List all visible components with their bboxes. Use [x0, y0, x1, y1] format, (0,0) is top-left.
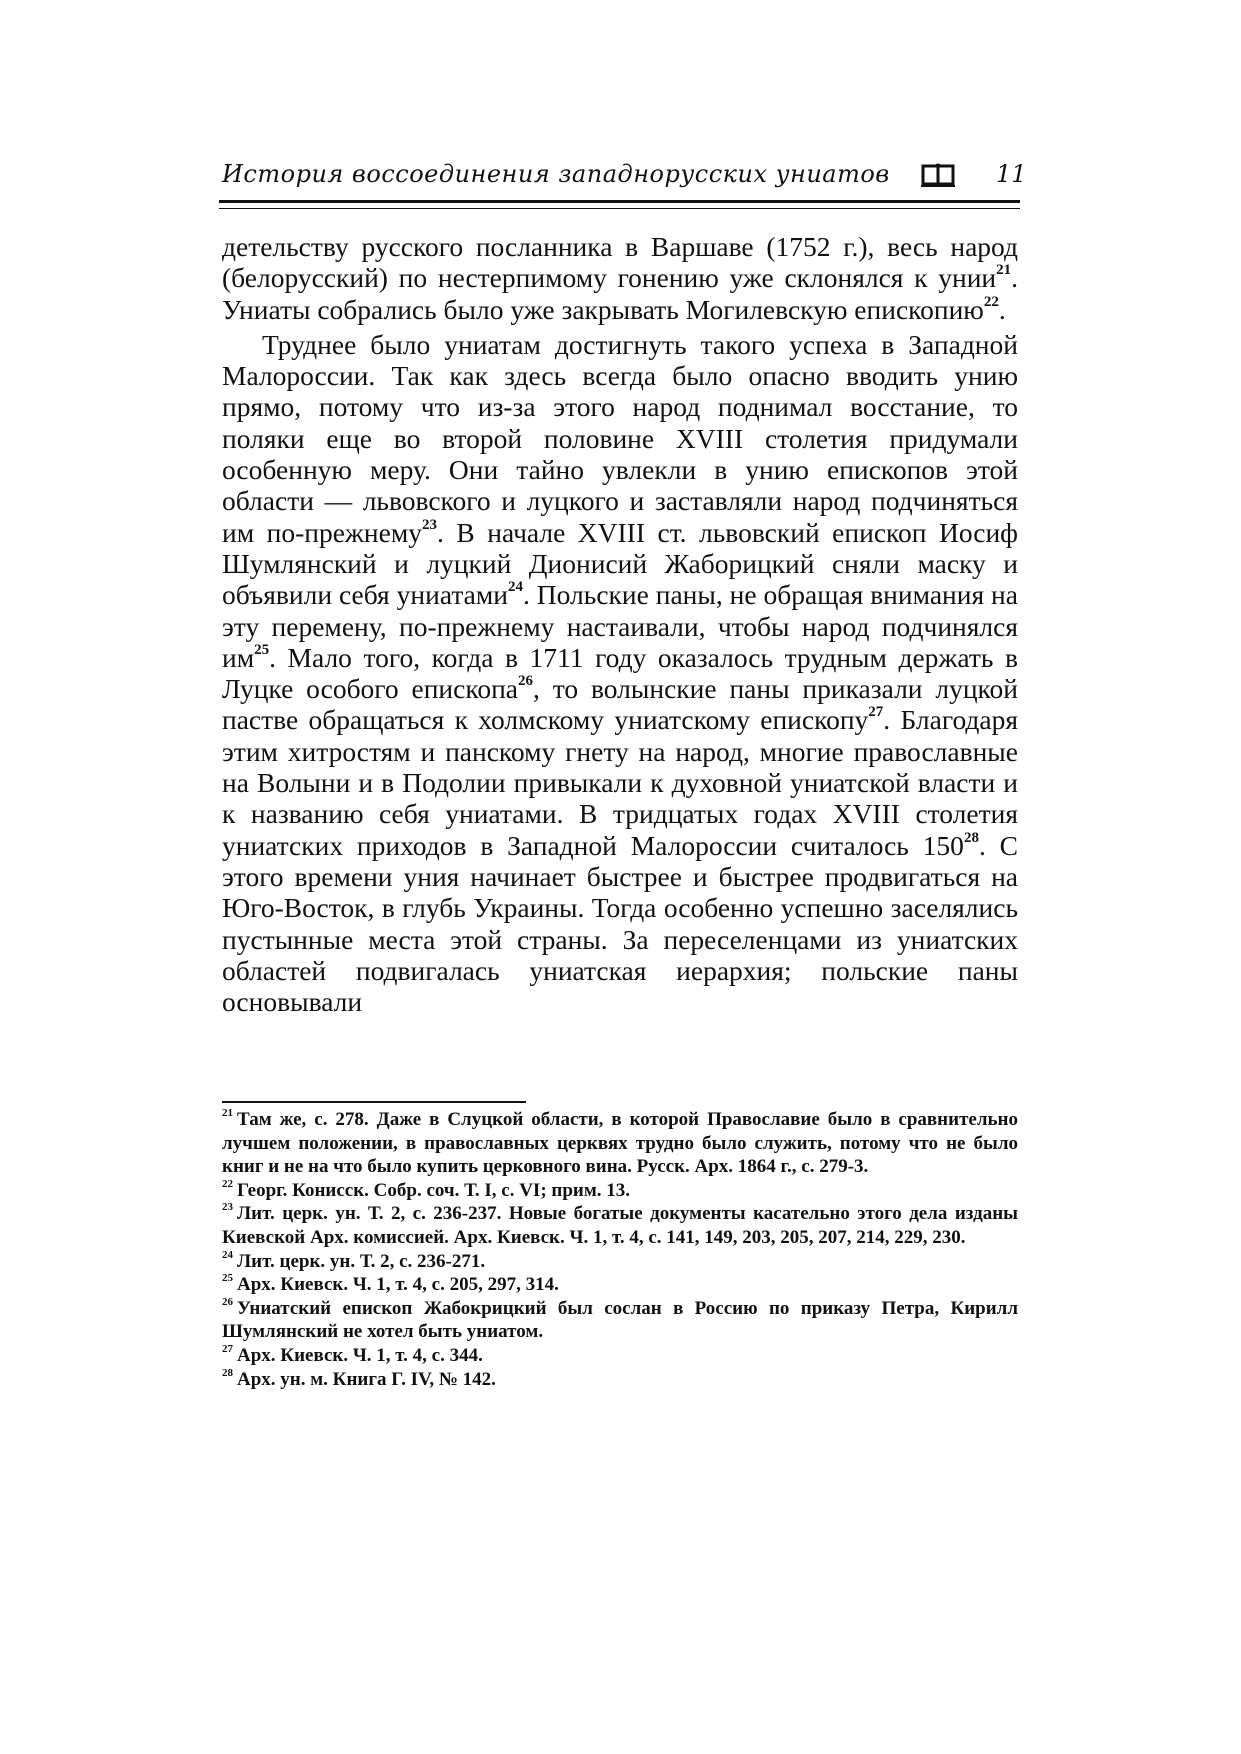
- footnote-ref: 23: [422, 516, 438, 533]
- footnote-ref: 25: [254, 641, 270, 658]
- header-rule-thin: [219, 208, 1020, 209]
- footnote: [222, 1368, 1018, 1392]
- footnote-number: 26: [222, 1295, 233, 1308]
- footnote-separator: [222, 1101, 526, 1103]
- footnote: [222, 1202, 1018, 1249]
- footnote: [222, 1108, 1018, 1179]
- page-number: 11: [996, 160, 1027, 188]
- footnote-text: Униатский епископ Жабокрицкий был сослан в Россию по приказу Петра, Кирилл Шумлянский не хотел быть униатом.: [222, 1297, 1018, 1343]
- footnote-ref: 21: [996, 262, 1012, 279]
- footnote-number: 23: [222, 1201, 233, 1214]
- footnote-number: 24: [222, 1248, 233, 1261]
- footnote-text: Арх. ун. м. Книга Г. IV, № 142.: [237, 1368, 496, 1390]
- footnote-text: Лит. церк. ун. Т. 2, с. 236-237. Новые богатые документы касательно этого дела изданы Киевской Арх. комиссией. Арх. Киевск. Ч. 1, т. 4, с. 141, 149, 203, 205, 207, 214, 229, 230.: [222, 1203, 1018, 1248]
- footnote: [222, 1273, 1018, 1297]
- footnote-ref: 27: [868, 704, 884, 721]
- footnote-number: 25: [222, 1272, 233, 1285]
- footnote-text: Георг. Конисск. Собр. соч. Т. I, с. VI; прим. 13.: [237, 1179, 631, 1201]
- running-title: История воссоединения западнорусских униатов: [222, 160, 890, 188]
- footnote-number: 21: [222, 1107, 233, 1119]
- footnote-text: Там же, с. 278. Даже в Слуцкой области, в которой Православие было в сравнительно лучшем положении, в православных церквях трудно было служить, потому что не было книг и не на что было купить церковного вина. Русск. Арх. 1864 г., с. 279-3.: [222, 1109, 1018, 1178]
- footnote-ref: 22: [983, 293, 999, 310]
- footnote-number: 27: [222, 1342, 233, 1355]
- header-rule: [219, 200, 1020, 203]
- running-header: [222, 158, 1027, 192]
- paragraph: детельству русского посланника в Варшаве (1752 г.), весь народ (белорусский) по нестерпимому гонению уже склонялся к унии$^{21}$. Униаты собрались было уже закрывать Могилевскую епископию$^{22}$.: [222, 231, 1018, 325]
- footnote-number: 28: [222, 1366, 233, 1379]
- footnote: [222, 1297, 1018, 1344]
- footnote-text: Арх. Киевск. Ч. 1, т. 4, с. 344.: [237, 1344, 483, 1366]
- book-icon: [920, 162, 956, 188]
- footnotes: [222, 1108, 1018, 1391]
- main-text: [222, 231, 1018, 1017]
- footnote-ref: 24: [508, 579, 523, 596]
- footnote-number: 22: [222, 1177, 233, 1190]
- footnote: [222, 1344, 1018, 1368]
- footnote-ref: 26: [518, 673, 533, 690]
- footnote: [222, 1179, 1018, 1203]
- footnote-text: Арх. Киевск. Ч. 1, т. 4, с. 205, 297, 314.: [237, 1274, 559, 1296]
- paragraph: Труднее было униатам достигнуть такого успеха в Западной Малороссии. Так как здесь всегда было опасно вводить унию прямо, потому что из-за этого народ поднимал восстание, то поляки еще во второй половине XVIII столетия придумали особенную меру. Они тайно увлекли в унию епископов этой области — львовского и луцкого и заставляли народ подчиняться им по-прежнему$^{23}$. В начале XVIII ст. львовский епископ Иосиф Шумлянский и луцкий Дионисий Жаборицкий сняли маску и объявили себя униатами$^{24}$. Польские паны, не обращая внимания на эту перемену, по-прежнему настаивали, чтобы народ подчинялся им$^{25}$. Мало того, когда в 1711 году оказалось трудным держать в Луцке особого епископа$^{26}$, то волынские паны приказали луцкой пастве обращаться к холмскому униатскому епископу$^{27}$. Благодаря этим хитростям и панскому гнету на народ, многие православные на Волыни и в Подолии привыкали к духовной униатской власти и к названию себя униатами. В тридцатых годах XVIII столетия униатских приходов в Западной Малороссии считалось 150$^{28}$. С этого времени уния начинает быстрее и быстрее продвигаться на Юго-Восток, в глубь Украины. Тогда особенно успешно заселялись пустынные места этой страны. За переселенцами из униатских областей подвигалась униатская иерархия; польские паны основывали: [222, 328, 1018, 1018]
- footnote-text: Лит. церк. ун. Т. 2, с. 236-271.: [237, 1250, 486, 1272]
- footnote-ref: 28: [963, 829, 979, 846]
- footnote: [222, 1250, 1018, 1274]
